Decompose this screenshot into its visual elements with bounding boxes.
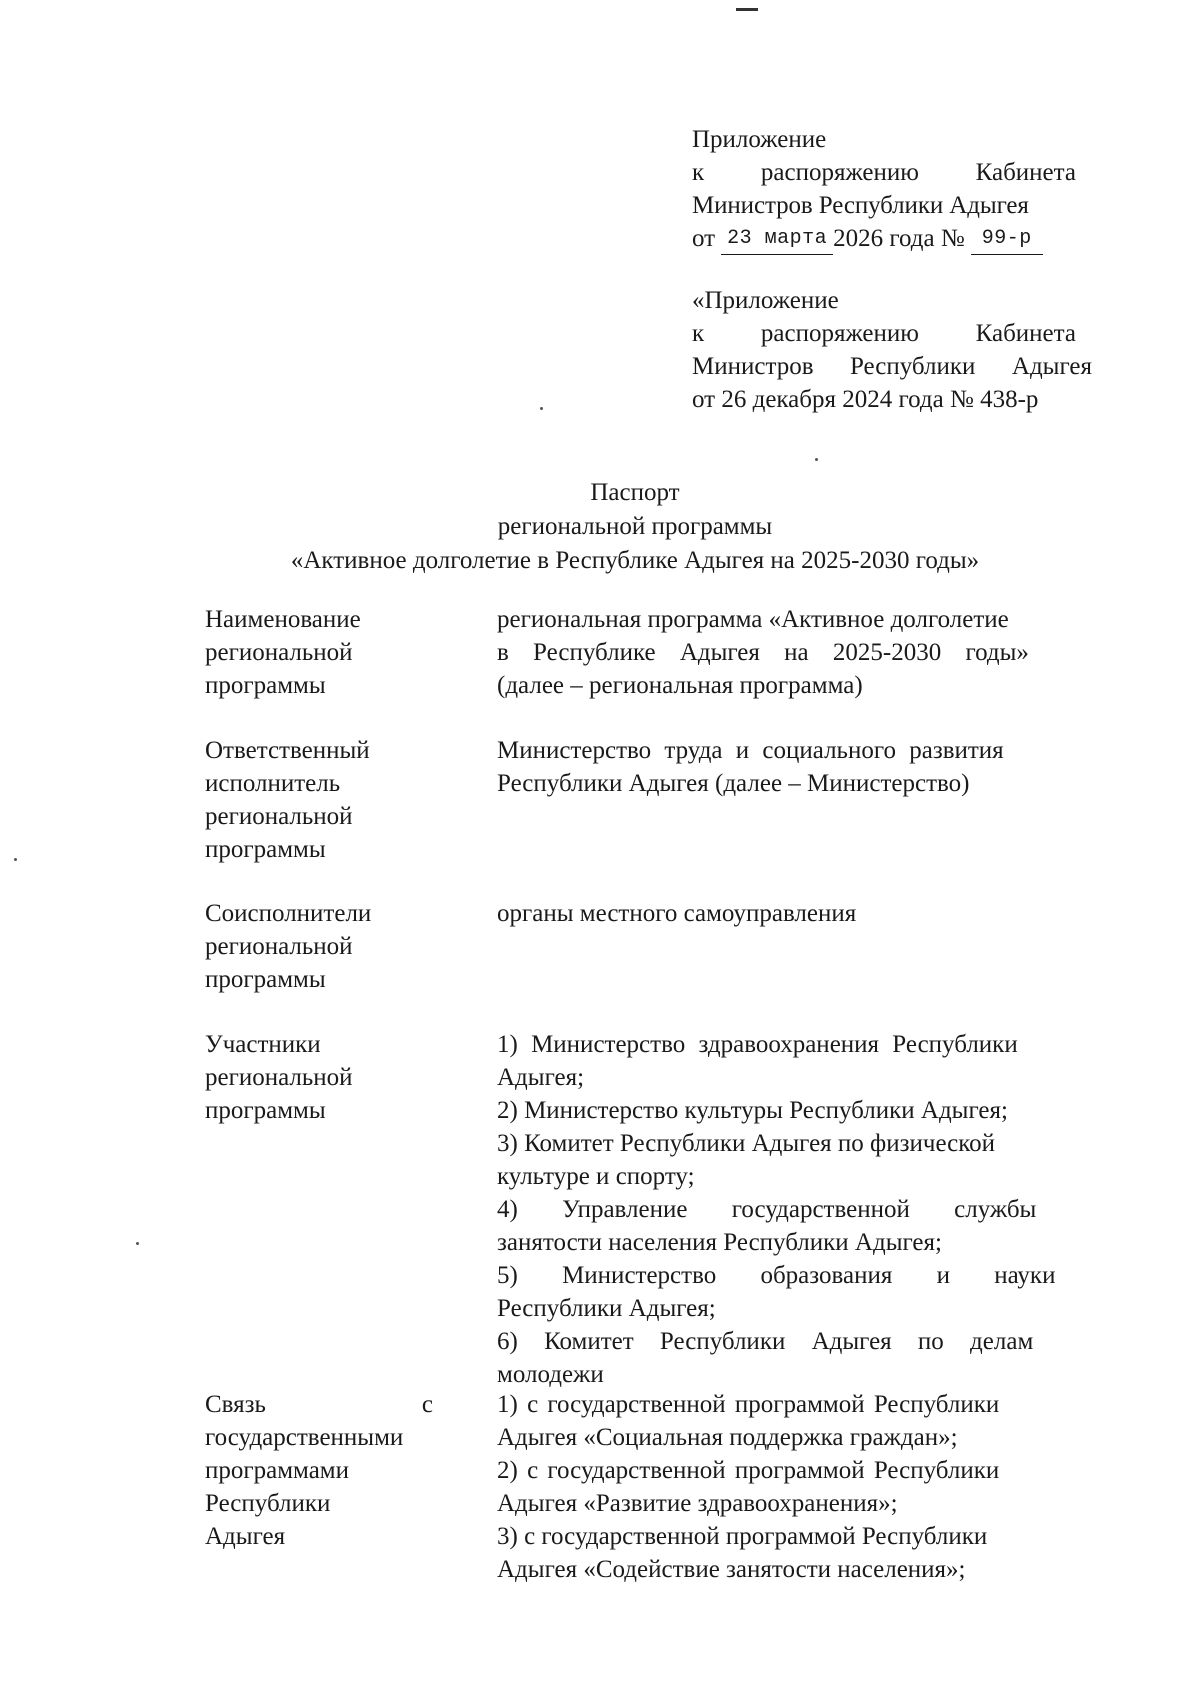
- label-line: Республики: [205, 1490, 331, 1517]
- value-line: региональная программа «Активное долголетие: [497, 606, 1009, 633]
- word: распоряжению: [760, 159, 919, 186]
- word: Республики: [849, 353, 976, 380]
- title-subtitle: региональной программы: [497, 513, 773, 540]
- label-line: Ответственный: [205, 737, 370, 764]
- row-participants-label: [205, 1028, 433, 1127]
- appendix-issuer: Министров Республики Адыгея: [692, 192, 1029, 219]
- value-line: Адыгея;: [497, 1064, 585, 1091]
- row-coexecutors-value: [497, 897, 1077, 930]
- appendix-date-line: [692, 222, 1076, 255]
- date-prefix: от: [692, 225, 716, 252]
- label-line: региональной: [205, 1064, 353, 1091]
- scan-speck: [14, 858, 17, 861]
- word: Кабинета: [975, 159, 1076, 186]
- value-line: Адыгея «Развитие здравоохранения»;: [497, 1490, 898, 1517]
- value-line: 5) Министерство образования и науки: [497, 1262, 1056, 1289]
- word: Кабинета: [975, 320, 1076, 347]
- date-value: 23 марта: [727, 227, 828, 250]
- appendix-issuer: [692, 350, 1092, 383]
- value-line: Адыгея «Содействие занятости населения»;: [497, 1556, 966, 1583]
- label-line: Наименование: [205, 606, 361, 633]
- label-line: программы: [205, 836, 326, 863]
- value-line: молодежи: [497, 1361, 604, 1388]
- value-line: Министерство труда и социального развития: [497, 737, 1004, 764]
- label-line: исполнитель: [205, 770, 341, 797]
- order-number: 99-р: [981, 227, 1032, 250]
- value-line: Республики Адыгея;: [497, 1295, 716, 1322]
- value-line: органы местного самоуправления: [497, 900, 857, 927]
- word: к: [692, 320, 705, 347]
- label-line: программы: [205, 966, 326, 993]
- label-line: программы: [205, 672, 326, 699]
- value-line: в Республике Адыгея на 2025-2030 годы»: [497, 639, 1029, 666]
- value-line: 4) Управление государственной службы: [497, 1196, 1037, 1223]
- label-line: программы: [205, 1097, 326, 1124]
- value-line: (далее – региональная программа): [497, 672, 863, 699]
- word: к: [692, 159, 705, 186]
- value-line: Адыгея «Социальная поддержка граждан»;: [497, 1424, 958, 1451]
- label-line: программами: [205, 1457, 349, 1484]
- label-line: Участники: [205, 1031, 321, 1058]
- word: Министров: [692, 353, 814, 380]
- row-links-label: [205, 1388, 433, 1553]
- appendix-line-to-order: [692, 317, 1076, 350]
- scan-mark: [736, 8, 758, 11]
- appendix-title: «Приложение: [692, 287, 839, 314]
- number-field: [971, 228, 1043, 255]
- label-line: [205, 1388, 433, 1421]
- row-responsible-label: [205, 734, 433, 866]
- appendix-header-old: [692, 284, 1092, 416]
- value-line: 1) с государственной программой Республики: [497, 1391, 1000, 1418]
- word: распоряжению: [760, 320, 919, 347]
- date-field: [721, 228, 833, 255]
- row-participants-value: [497, 1028, 1077, 1391]
- row-links-value: [497, 1388, 1077, 1586]
- label-line: региональной: [205, 933, 353, 960]
- value-line: 3) с государственной программой Республики: [497, 1523, 988, 1550]
- label-line: региональной: [205, 639, 353, 666]
- value-line: 1) Министерство здравоохранения Республики: [497, 1031, 1018, 1058]
- year-text: 2026 года №: [833, 225, 965, 252]
- value-line: занятости населения Республики Адыгея;: [497, 1229, 942, 1256]
- scan-speck: [136, 1242, 139, 1245]
- title-program-name: «Активное долголетие в Республике Адыгея на 2025-2030 годы»: [290, 547, 980, 574]
- value-line: 3) Комитет Республики Адыгея по физической: [497, 1130, 996, 1157]
- document-title: [0, 476, 1200, 578]
- row-coexecutors-label: [205, 897, 433, 996]
- value-line: Республики Адыгея (далее – Министерство): [497, 770, 970, 797]
- label-line: государственными: [205, 1424, 404, 1451]
- label-line: Адыгея: [205, 1523, 286, 1550]
- word: Связь: [205, 1391, 266, 1418]
- row-name-value: [497, 603, 1077, 702]
- value-line: 2) Министерство культуры Республики Адыгея;: [497, 1097, 1008, 1124]
- word: Адыгея: [1011, 353, 1092, 380]
- value-line: 2) с государственной программой Республики: [497, 1457, 1000, 1484]
- appendix-header-new: [692, 123, 1076, 255]
- scan-speck: [815, 458, 818, 461]
- appendix-title: Приложение: [692, 126, 827, 153]
- row-name-label: [205, 603, 433, 702]
- title-passport: Паспорт: [590, 479, 680, 506]
- appendix-line-to-order: [692, 156, 1076, 189]
- value-line: 6) Комитет Республики Адыгея по делам: [497, 1328, 1034, 1355]
- appendix-date-line: от 26 декабря 2024 года № 438-р: [692, 386, 1039, 413]
- scan-speck: [540, 407, 543, 410]
- value-line: культуре и спорту;: [497, 1163, 695, 1190]
- word: с: [421, 1391, 433, 1418]
- row-responsible-value: [497, 734, 1077, 800]
- label-line: региональной: [205, 803, 353, 830]
- label-line: Соисполнители: [205, 900, 372, 927]
